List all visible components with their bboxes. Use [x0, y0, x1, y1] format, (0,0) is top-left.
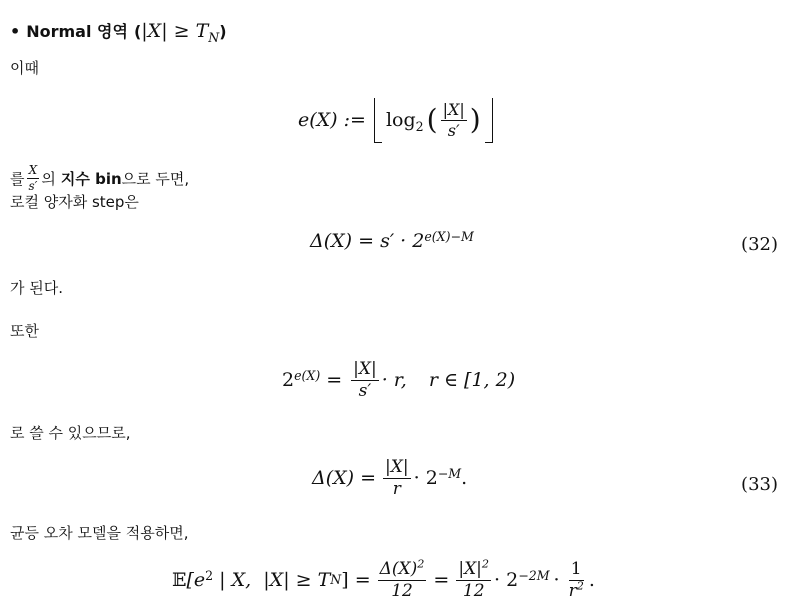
inline-fraction: $\frac{X}{s'}$: [28, 163, 38, 194]
section-heading: [10, 19, 227, 45]
text-line-7: 균등 오차 모델을 적용하면,: [10, 524, 189, 542]
eq1-lhs: e(X) :=: [298, 109, 366, 131]
text-line-2: 를 $\frac{X}{s'}$ 의 지수 bin 으로 두면,: [10, 163, 190, 194]
heading-open-paren: (: [133, 22, 142, 41]
text-line-3: 로컬 양자화 step은: [10, 193, 139, 211]
text-line-5: 또한: [10, 322, 39, 340]
text-line-4: 가 된다.: [10, 279, 64, 297]
text-line-1: 이때: [10, 59, 39, 77]
eq1-lparen: (: [426, 103, 438, 136]
text-line-6: 로 쓸 수 있으므로,: [10, 424, 131, 442]
heading-math: $|X| \ge T_N$: [141, 20, 220, 45]
heading-label: Normal 영역: [26, 22, 128, 41]
floor-right: [485, 98, 493, 143]
equation-exponent-bin: [298, 96, 493, 144]
equation-number-33: (33): [741, 474, 778, 495]
eq1-log: $\log_2$: [385, 109, 424, 134]
floor-left: [374, 98, 382, 143]
eq1-rparen: ): [469, 103, 481, 136]
bullet: •: [10, 22, 21, 41]
equation-33: Δ(X) = $\frac{|X|}{r}$ · 2 $^{-M}$ .: [312, 457, 468, 499]
equation-number-32: (32): [741, 234, 778, 255]
eq1-fraction: $\frac{|X|}{s'}$: [442, 99, 465, 140]
equation-expected-error: 𝔼 [e $^2$ | X, |X| ≥ T N ] = $\frac{\Delta(X)^2}{12}$ = $\frac{|X|^2}{12}$ · 2 $^{-2M}$ · $\frac{1}{r^2}$ .: [172, 557, 595, 601]
equation-power-decomposition: 2 $^{e(X)}$ = $\frac{|X|}{s'}$ · r, r ∈ [1, 2): [282, 359, 516, 401]
equation-32: Δ(X) = s′ · 2 $^{e(X)-M}$: [310, 229, 474, 252]
heading-close-paren: ): [219, 22, 227, 41]
